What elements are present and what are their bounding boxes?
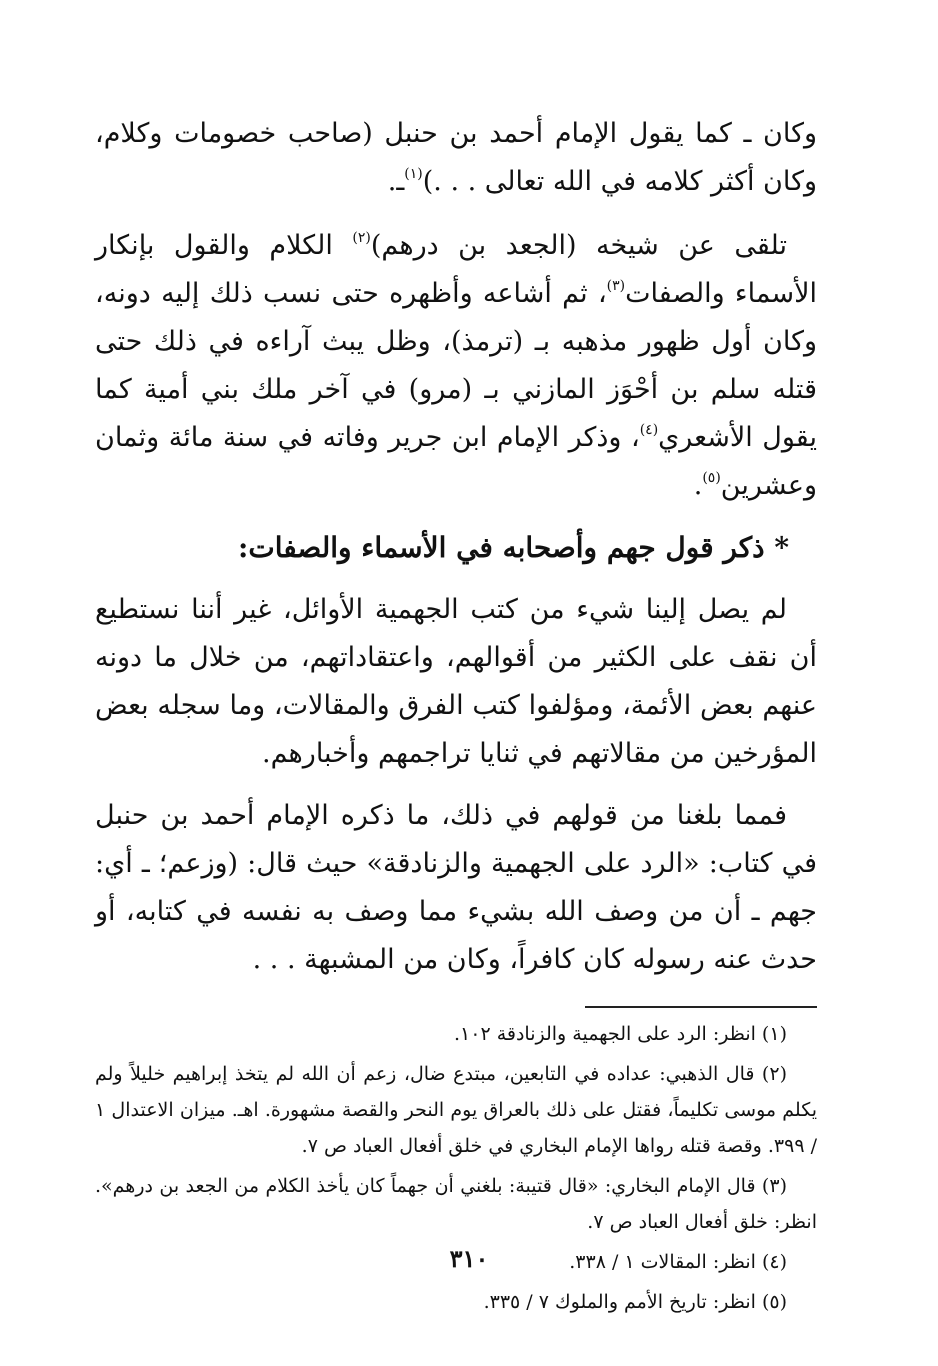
footnote-ref-1[interactable]: (١) [404,166,423,182]
footnote-2: (٢) قال الذهبي: عداده في التابعين، مبتدع ضال، زعم أن الله لم يتخذ إبراهيم خليلاً ولم يكلم موسى تكليماً، فقتل على ذلك بالعراق يوم النحر والقصة مشهورة. اهـ. ميزان الاعتدال ١ / ٣٩٩. وقصة قتله رواها الإمام البخاري في خلق أفعال العباد ص ٧. [95,1063,817,1157]
paragraph-2-end: . [693,470,703,501]
paragraph-1 [95,110,817,206]
paragraph-2-text-b: الكلام والقول بإنكار الأسماء والصفات [95,230,817,309]
footnote-ref-5[interactable]: (٥) [702,470,721,486]
section-heading: * ذكر قول جهم وأصحابه في الأسماء والصفات: [238,531,789,564]
footnote-3: (٣) قال الإمام البخاري: «قال قتيبة: بلغني أن جهماً كان يأخذ الكلام من الجعد بن درهم». انظر: خلق أفعال العباد ص ٧. [95,1175,817,1233]
paragraph-3: لم يصل إلينا شيء من كتب الجهمية الأوائل، غير أننا نستطيع أن نقف على الكثير من أقوالهم، واعتقاداتهم، من خلال ما دونه عنهم بعض الأئمة، ومؤلفوا كتب الفرق والمقالات، وما سجله بعض المؤرخين من مقالاتهم في ثنايا تراجمهم وأخبارهم. [95,594,817,769]
paragraph-1-end: ـ. [387,166,405,197]
footnote-4: (٤) انظر: المقالات ١ / ٣٣٨. [569,1251,787,1273]
footnote-divider [585,1006,817,1008]
paragraph-2 [95,222,817,510]
page-content [95,110,817,1324]
paragraph-1-text: وكان ـ كما يقول الإمام أحمد بن حنبل (صاحب خصومات وكلام، وكان أكثر كلامه في الله تعالى . . .) [95,118,817,197]
paragraph-2-text-a: تلقى عن شيخه (الجعد بن درهم) [370,230,787,261]
footnote-1: (١) انظر: الرد على الجهمية والزنادقة ١٠٢. [453,1023,787,1045]
footnote-ref-3[interactable]: (٣) [606,278,626,294]
page-number: ٣١٠ [449,1244,489,1273]
paragraph-2-text-c: ، ثم أشاعه وأظهره حتى نسب ذلك إليه دونه، وكان أول ظهور مذهبه بـ (ترمذ)، وظل يبث آراءه في ذلك حتى قتله سلم بن أحْوَز المازني بـ (مرو) في آخر ملك بني أمية كما يقول الأشعري [95,278,817,453]
footnote-5: (٥) انظر: تاريخ الأمم والملوك ٧ / ٣٣٥. [483,1291,787,1313]
footnote-ref-4[interactable]: (٤) [639,422,659,438]
paragraph-4: فمما بلغنا من قولهم في ذلك، ما ذكره الإمام أحمد بن حنبل في كتاب: «الرد على الجهمية والزنادقة» حيث قال: (وزعم؛ ـ أي: جهم ـ أن من وصف الله بشيء مما وصف به نفسه في كتابه، أو حدث عنه رسوله كان كافراً، وكان من المشبهة . . . [95,800,817,975]
paragraph-2-text-d: ، وذكر الإمام ابن جرير وفاته في سنة مائة وثمان وعشرين [95,422,817,501]
footnote-ref-2[interactable]: (٢) [352,230,371,246]
